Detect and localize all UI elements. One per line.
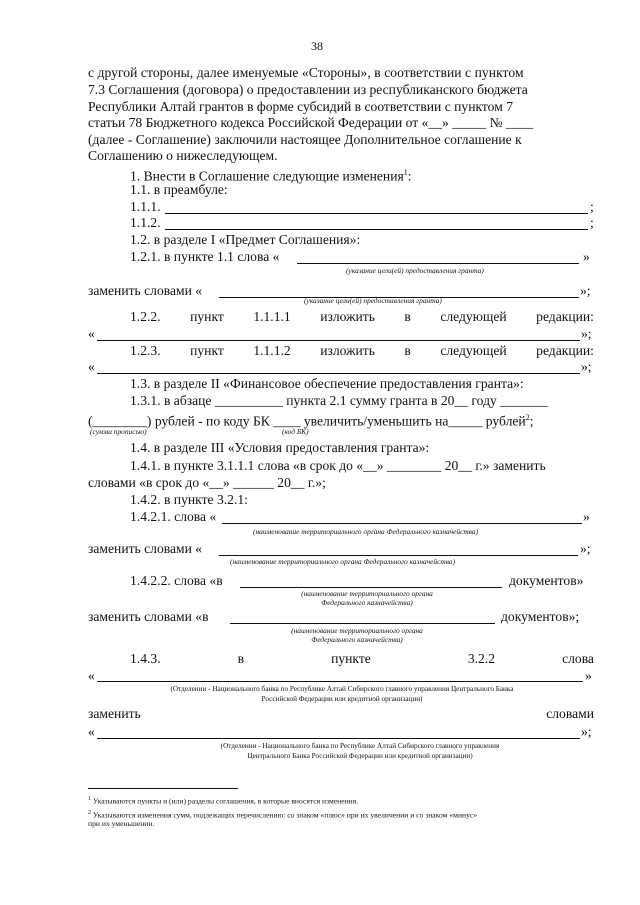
item-1-2-2-w2: 1.1.1.1 xyxy=(253,309,291,324)
item-1-2-3-w4: в xyxy=(404,343,411,358)
footnote-2-cont: при их уменьшении. xyxy=(88,819,155,828)
item-1-2-2-w3: изложить xyxy=(320,309,375,324)
semicolon-1-1-2: ; xyxy=(590,215,594,230)
item-1-4-3-w4: слова xyxy=(562,651,594,666)
hint-treasury-3b: Федерального казначейства) xyxy=(321,598,413,607)
intro-line-2: 7.3 Соглашения (договора) о предоставлении из республиканского бюджета xyxy=(88,82,528,97)
item-1-4-3-num: 1.4.3. xyxy=(130,651,161,666)
blank-line-1-4-2-2 xyxy=(240,587,502,588)
blank-line-1-1-2 xyxy=(165,229,588,230)
section-1-colon: : xyxy=(407,168,412,184)
hint-treasury-3a: (наименование территориального органа xyxy=(301,589,433,598)
item-1-2-2-w4: в xyxy=(404,309,411,324)
footnote-separator xyxy=(88,788,238,789)
hint-goal-2: (указание цели(ей) предоставления гранта) xyxy=(304,296,442,305)
quote-open-1-4-3b: « xyxy=(88,724,95,739)
hint-sum: (сумма прописью) xyxy=(90,427,147,436)
item-1-2-1: 1.2.1. в пункте 1.1 слова « xyxy=(130,249,280,264)
hint-goal-1: (указание цели(ей) предоставления гранта) xyxy=(346,266,484,275)
item-1-4: 1.4. в разделе III «Условия предоставления гранта»: xyxy=(130,440,430,455)
item-1-3-1-line-a: 1.3.1. в абзаце __________ пункта 2.1 сумму гранта в 20__ году _______ xyxy=(130,393,548,408)
hint-bk: (код БК) xyxy=(282,427,309,436)
item-1-2-2-w6: редакции: xyxy=(536,309,594,324)
item-1-2-2-num: 1.2.2. xyxy=(130,309,161,324)
hint-bank-2a: (Отделении - Национального банка по Республике Алтай Сибирского главного управления xyxy=(220,742,500,750)
quote-close-1-2-1: » xyxy=(583,249,590,264)
replace-in: заменить словами «в xyxy=(88,609,209,624)
hint-bank-1b: Российской Федерации или кредитной организации) xyxy=(261,695,423,703)
replace-left: заменить xyxy=(88,706,141,721)
item-1-1-1: 1.1.1. xyxy=(130,199,161,214)
quote-semicolon-1-4-3: »; xyxy=(581,724,592,739)
quote-open-1-2-2: « xyxy=(88,326,95,341)
item-1-4-2-2: 1.4.2.2. слова «в xyxy=(130,573,223,588)
docs-end-1: документов» xyxy=(509,573,584,588)
blank-line-1-4-3b xyxy=(97,738,580,739)
item-1-3-1-semicolon: ; xyxy=(529,413,534,429)
blank-line-1-2-1 xyxy=(297,263,579,264)
item-1-4-3-w1: в xyxy=(237,651,245,666)
item-1-2-2 xyxy=(130,309,594,325)
blank-line-replace-in xyxy=(230,623,495,624)
item-1-2-2-w5: следующей xyxy=(440,309,507,324)
item-1-2-3-w3: изложить xyxy=(320,343,375,358)
item-1-2-2-w1: пункт xyxy=(190,309,224,324)
footnote-ref-1: 1 xyxy=(403,168,408,177)
item-1-2-3-num: 1.2.3. xyxy=(130,343,161,358)
blank-line-1-2-3 xyxy=(97,373,580,374)
item-1-3-1-line-b xyxy=(88,410,533,430)
item-1-2-3-w5: следующей xyxy=(440,343,507,358)
quote-open-1-2-3: « xyxy=(88,359,95,374)
semicolon-1-1-1: ; xyxy=(590,199,594,214)
hint-treasury-4b: Федерального казначейства) xyxy=(311,635,403,644)
blank-line-replace-1-4-2-1 xyxy=(219,555,578,556)
hint-treasury-4a: (наименование территориального органа xyxy=(291,626,423,635)
item-1-2-3-w2: 1.1.1.2 xyxy=(253,343,291,358)
blank-line-1-1-1 xyxy=(165,213,588,214)
item-1-4-1-line-a: 1.4.1. в пункте 3.1.1.1 слова «в срок до «__» ________ 20__ г.» заменить xyxy=(130,458,546,473)
hint-treasury-2: (наименование территориального органа Федерального казначейства) xyxy=(230,557,456,566)
section-1-text: 1. Внести в Соглашение следующие изменения xyxy=(130,168,404,184)
quote-semicolon-1-2-2: »; xyxy=(581,326,592,341)
replace-row-1-4-3 xyxy=(88,706,594,722)
intro-line-6: Соглашению о нижеследующем. xyxy=(88,148,278,163)
quote-close-1-4-2-1: » xyxy=(583,509,590,524)
quote-semicolon-1-2-1: »; xyxy=(580,283,591,298)
quote-semicolon-1-2-3: »; xyxy=(581,359,592,374)
quote-semicolon-1-4-2-1: »; xyxy=(580,541,591,556)
footnote-2-text: Указываются изменения сумм, подлежащих перечислению: со знаком «плюс» при их увеличении и со знаком «минус» xyxy=(92,810,478,820)
hint-bank-1a: (Отделении - Национального банка по Республике Алтай Сибирского главного управления Центрального Банка xyxy=(170,685,514,693)
item-1-4-3 xyxy=(130,651,594,667)
footnote-1 xyxy=(88,794,358,807)
blank-line-1-4-3 xyxy=(97,681,583,682)
hint-treasury-1: (наименование территориального органа Федерального казначейства) xyxy=(253,527,479,536)
item-1-4-1-line-b: словами «в срок до «__» ______ 20__ г.»; xyxy=(88,475,326,490)
replace-words-1-4-2-1: заменить словами « xyxy=(88,541,203,556)
footnote-ref-2: 2 xyxy=(525,413,530,422)
item-1-2: 1.2. в разделе I «Предмет Соглашения»: xyxy=(130,232,361,247)
docs-end-2: документов»; xyxy=(501,609,580,624)
item-1-4-2: 1.4.2. в пункте 3.2.1: xyxy=(130,492,248,507)
page-number: 38 xyxy=(311,39,323,53)
intro-line-3: Республики Алтай грантов в форме субсидий в соответствии с пунктом 7 xyxy=(88,99,513,114)
item-1-4-3-w3: 3.2.2 xyxy=(467,651,496,666)
quote-close-1-4-3: » xyxy=(585,668,592,683)
item-1-1-2: 1.1.2. xyxy=(130,215,161,230)
item-1-2-3-w1: пункт xyxy=(190,343,224,358)
item-1-3-1-text: (________) рублей - по коду БК ____ увеличить/уменьшить на_____ рублей xyxy=(88,413,526,429)
replace-words-1-2-1: заменить словами « xyxy=(88,283,203,298)
hint-bank-2b: Центрального Банка Российской Федерации или кредитной организации) xyxy=(247,752,473,760)
footnote-1-text: Указываются пункты и (или) разделы соглашения, в которые вносятся изменения. xyxy=(92,796,359,806)
replace-right: словами xyxy=(546,706,594,721)
footnote-1-mark: 1 xyxy=(88,796,91,802)
blank-line-1-4-2-1 xyxy=(222,523,582,524)
quote-open-1-4-3: « xyxy=(88,668,95,683)
intro-line-1: с другой стороны, далее именуемые «Стороны», в соответствии с пунктом xyxy=(88,65,524,80)
item-1-4-3-w2: пункте xyxy=(331,651,371,666)
footnote-2-mark: 2 xyxy=(88,810,91,816)
intro-line-5: (далее - Соглашение) заключили настоящее Дополнительное соглашение к xyxy=(88,132,522,147)
item-1-2-3-w6: редакции: xyxy=(536,343,594,358)
blank-line-1-2-2 xyxy=(97,340,580,341)
item-1-4-2-1: 1.4.2.1. слова « xyxy=(130,509,217,524)
item-1-2-3 xyxy=(130,343,594,359)
intro-line-4: статьи 78 Бюджетного кодекса Российской Федерации от «__» _____ № ____ xyxy=(88,115,534,130)
item-1-3: 1.3. в разделе II «Финансовое обеспечение предоставления гранта»: xyxy=(130,376,524,391)
item-1-1: 1.1. в преамбуле: xyxy=(130,182,228,197)
